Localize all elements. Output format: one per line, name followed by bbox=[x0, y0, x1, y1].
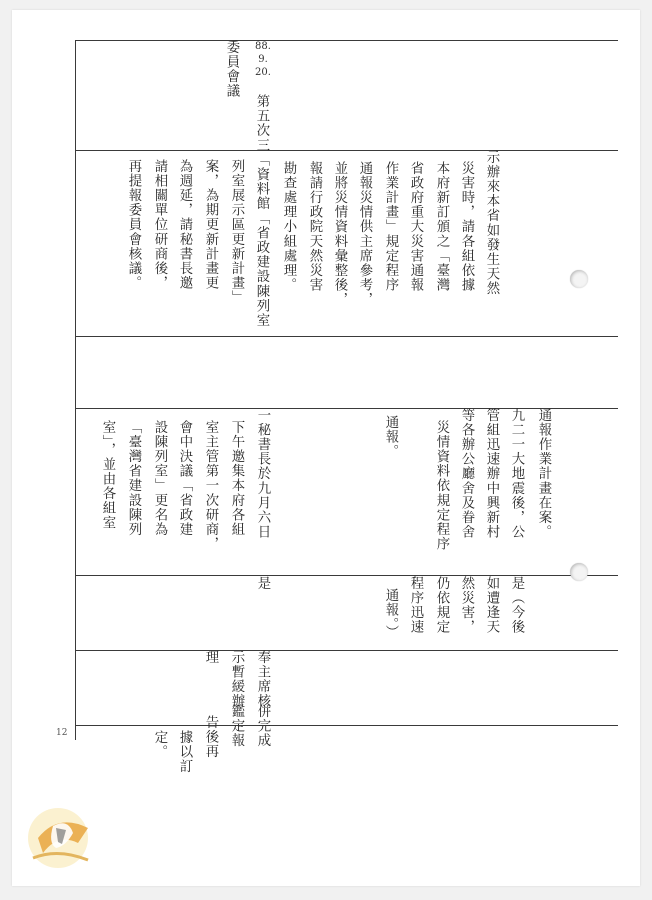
note-col-d2: 然災害， bbox=[459, 576, 474, 635]
note-col-c: 管組迅速辦中興新村 bbox=[484, 408, 499, 540]
resolution-lead-1: 示辦來本省如發生天然 bbox=[484, 150, 499, 296]
process-col-3: 室主管第一次研商， bbox=[203, 420, 218, 552]
archive-logo-icon bbox=[18, 798, 118, 878]
note-col-e: 災情資料依規定程序 bbox=[434, 420, 449, 552]
table-line-row1 bbox=[75, 150, 618, 151]
decision-suffix-2: 鑑定報 bbox=[229, 704, 244, 748]
table-line-row6 bbox=[75, 725, 618, 726]
table-line-row4 bbox=[75, 575, 618, 576]
resolution-col-6: 報請行政院天然災害 bbox=[307, 161, 322, 293]
process-col-1: 一秘書長於九月六日 bbox=[255, 408, 270, 540]
resolution-col-3: 作業計畫」規定程序 bbox=[383, 161, 398, 293]
note-col-b2: 是（今後 bbox=[509, 576, 524, 635]
punch-hole-bottom bbox=[570, 563, 588, 581]
page-mark: 12 bbox=[56, 728, 68, 738]
process-col-5: 設陳列室」更名為 bbox=[152, 420, 167, 537]
resolution-lead-2: 災害時，請各組依據 bbox=[459, 161, 474, 293]
resolution-col-1: 本府新訂頒之「臺灣 bbox=[434, 161, 449, 293]
process-tail-1: 是 bbox=[255, 576, 270, 591]
note-col-e3: 程序迅速 bbox=[408, 576, 423, 635]
note-col-e2: 仍依規定 bbox=[434, 576, 449, 635]
date-year: 88. bbox=[255, 41, 271, 52]
meeting-date bbox=[253, 40, 273, 79]
decision-suffix-3: 告後再 bbox=[203, 715, 218, 759]
process-col-6: 「臺灣省建設陳列 bbox=[126, 420, 141, 537]
meeting-body: 委員會議 bbox=[224, 40, 239, 99]
resolution-col-7: 勘查處理小組處理。 bbox=[281, 161, 296, 293]
resolution-col-2: 省政府重大災害通報 bbox=[408, 161, 423, 293]
resolution-col-4: 通報災情供主席參考， bbox=[357, 161, 372, 307]
table-line-row5 bbox=[75, 650, 618, 651]
note-col-c2: 如遭逢天 bbox=[484, 576, 499, 635]
process-col-7: 室」，並由各組室 bbox=[100, 420, 115, 531]
decision-col-3: 理 bbox=[203, 650, 218, 665]
note-col-b: 九二一大地震後，公 bbox=[509, 408, 524, 540]
item-text-col-1: 三「資料館「省政建設陳列室 bbox=[254, 138, 269, 328]
note-col-a: 通報作業計畫在案。 bbox=[536, 408, 551, 540]
decision-suffix-4: 據以訂 bbox=[177, 730, 192, 774]
document-page bbox=[12, 10, 640, 886]
note-col-f: 通報。 bbox=[383, 415, 398, 459]
note-col-f2: 通報。） bbox=[383, 588, 398, 640]
item-text-col-3: 案，為期更新計畫更 bbox=[203, 159, 218, 291]
table-line-row2 bbox=[75, 336, 618, 337]
item-text-col-4: 為週延，請秘書長邀 bbox=[177, 159, 192, 291]
decision-col-1: 奉主席核 bbox=[255, 650, 270, 709]
punch-hole-top bbox=[570, 270, 588, 288]
item-text-col-2: 列室展示區更新計畫」 bbox=[229, 159, 244, 305]
table-line-top bbox=[75, 40, 618, 41]
note-col-d: 等各辦公廳舍及眷舍 bbox=[459, 408, 474, 540]
meeting-title: 第五次 bbox=[254, 94, 269, 138]
date-month: 9. bbox=[258, 54, 268, 65]
item-text-col-5: 請相關單位研商後， bbox=[152, 159, 167, 291]
date-day: 20. bbox=[255, 67, 271, 78]
item-text-col-6: 再提報委員會核議。 bbox=[126, 159, 141, 291]
resolution-col-5: 並將災情資料彙整後， bbox=[332, 161, 347, 307]
decision-suffix-5: 定。 bbox=[152, 730, 167, 760]
table-line-left bbox=[75, 40, 76, 740]
decision-col-2: 示暫緩辦 bbox=[229, 650, 244, 709]
decision-suffix-1: 併完成 bbox=[255, 704, 270, 748]
process-col-4: 會中決議「省政建 bbox=[177, 420, 192, 537]
process-col-2: 下午邀集本府各組 bbox=[229, 420, 244, 537]
